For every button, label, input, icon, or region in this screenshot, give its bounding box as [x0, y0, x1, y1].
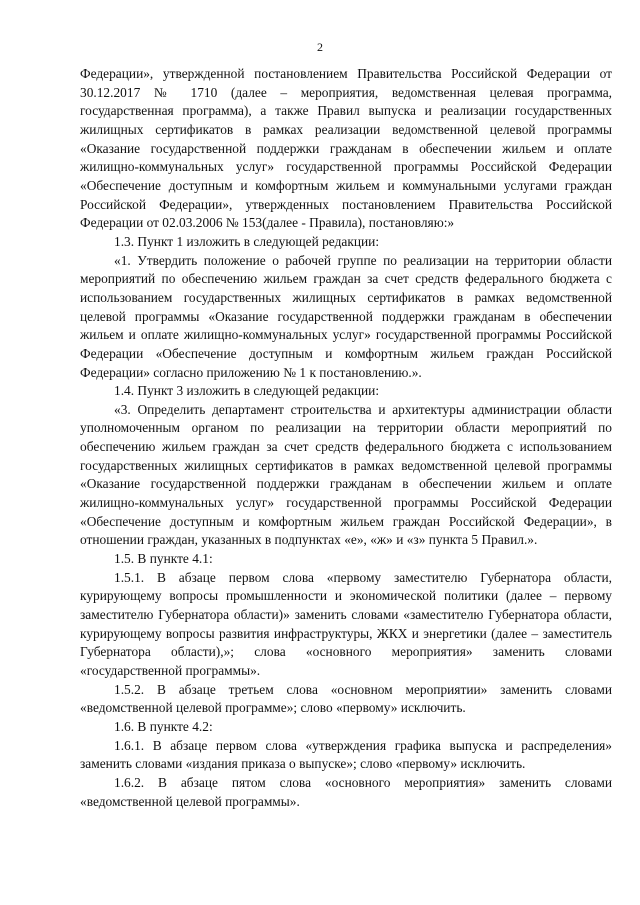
paragraph-1-4-heading: 1.4. Пункт 3 изложить в следующей редакции:	[114, 383, 380, 399]
paragraph-intro-continuation: Федерации», утвержденной постановлением Правительства Российской Федерации от 30.12.2017 № 1710 (далее – мероприятия, ведомственная целевая программа, государственная программа), а также Правил выпуска и реализации государственных жилищных сертификатов в рамках реализации ведомственной целевой программы «Оказание государственной поддержки гражданам в обеспечении жильем и оплате жилищно-коммунальных услуг» государственной программы Российской Федерации «Обеспечение доступным и комфортным жильем и коммунальными услугами граждан Российской Федерации», утвержденных постановлением Правительства Российской Федерации от 02.03.2006 № 153(далее - Правила), постановляю:»	[80, 66, 612, 231]
paragraph-1-5-1: 1.5.1. В абзаце первом слова «первому заместителю Губернатора области, курирующему вопросы промышленности и экономической политики (далее – первому заместителю Губернатора области)» заменить словами «заместителю Губернатора области, курирующему вопросы развития инфраструктуры, ЖКХ и энергетики (далее – заместитель Губернатора области),»; слова «основного мероприятия» заменить словами «государственной программы».	[80, 569, 612, 678]
document-body	[80, 65, 612, 811]
paragraph-1-4-text: «3. Определить департамент строительства и архитектуры администрации области уполномоченным органом по реализации на территории области мероприятий по обеспечению жильем граждан за счет средств федерального бюджета с использованием государственных жилищных сертификатов в рамках ведомственной целевой программы «Оказание государственной поддержки гражданам в обеспечении жильем и оплате жилищно-коммунальных услуг» государственной программы Российской Федерации «Обеспечение доступным и комфортным жильем граждан Российской Федерации», в отношении граждан, указанных в подпунктах «е», «ж» и «з» пункта 5 Правил.».	[80, 401, 612, 548]
paragraph-1-3-text: «1. Утвердить положение о рабочей группе по реализации на территории области мероприятий по обеспечению жильем граждан за счет средств федерального бюджета с использованием государственных жилищных сертификатов в рамках ведомственной целевой программы «Оказание государственной поддержки гражданам в обеспечении жильем и оплате жилищно-коммунальных услуг» государственной программы Российской Федерации «Обеспечение доступным и комфортным жильем граждан Российской Федерации» согласно приложению № 1 к постановлению.».	[80, 252, 612, 380]
paragraph-1-5-2: 1.5.2. В абзаце третьем слова «основном мероприятии» заменить словами «ведомственной целевой программе»; слово «первому» исключить.	[80, 681, 612, 716]
paragraph-1-6-1: 1.6.1. В абзаце первом слова «утверждения графика выпуска и распределения» заменить словами «издания приказа о выпуске»; слово «первому» исключить.	[80, 737, 612, 772]
paragraph-1-5-heading: 1.5. В пункте 4.1:	[114, 551, 213, 567]
paragraph-1-6-2: 1.6.2. В абзаце пятом слова «основного мероприятия» заменить словами «ведомственной целевой программы».	[80, 774, 612, 809]
page-number: 2	[317, 40, 323, 54]
paragraph-1-6-heading: 1.6. В пункте 4.2:	[114, 718, 213, 734]
paragraph-1-3-heading: 1.3. Пункт 1 изложить в следующей редакции:	[114, 233, 380, 249]
